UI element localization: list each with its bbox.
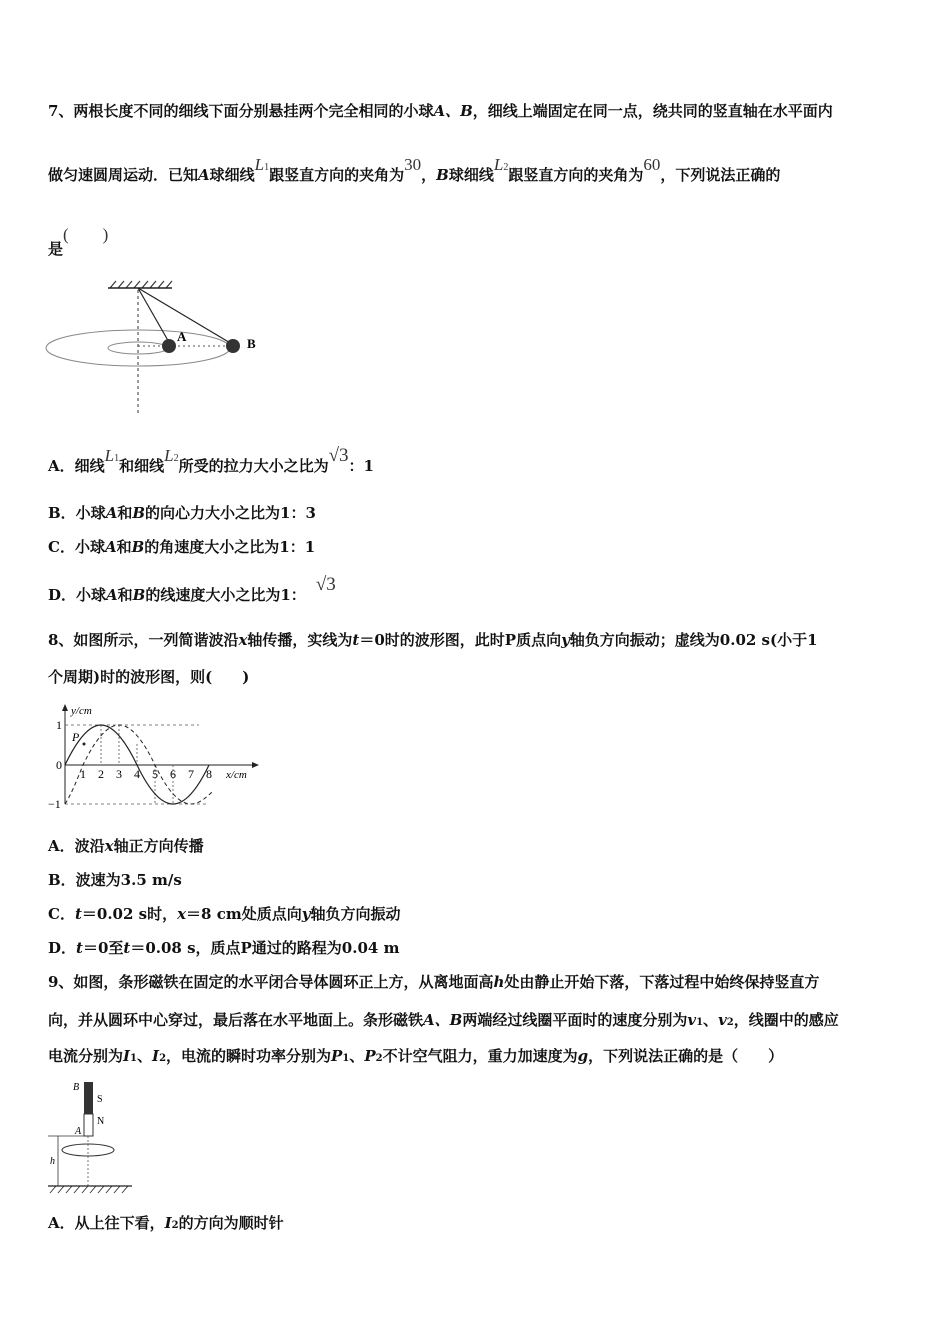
q7-option-a: A．细线L1和细线L2所受的拉力大小之比为√3：1 [48, 445, 374, 475]
q9-fig-label-b: B [73, 1082, 80, 1093]
q7-fig-label-b: B [247, 336, 256, 351]
q9-line2: 向，并从圆环中心穿过，最后落在水平地面上。条形磁铁A、B两端经过线圈平面时的速度分别为v1、v2，线圈中的感应 [48, 1011, 839, 1029]
q9-fig-label-n: N [97, 1116, 105, 1127]
q7-option-b: B．小球A和B的向心力大小之比为1：3 [48, 504, 316, 522]
q9-magnet-figure [44, 1078, 144, 1198]
q9-fig-label-s: S [97, 1094, 103, 1105]
q8-xtick: 1 [80, 767, 86, 781]
q9-option-a: A．从上往下看，I2的方向为顺时针 [48, 1214, 284, 1232]
q7-fig-label-a: A [177, 329, 187, 344]
q7-pendulum-figure [40, 278, 280, 418]
q9-fig-label-a: A [75, 1126, 82, 1137]
q8-line2: 个周期)时的波形图，则( ) [48, 668, 250, 686]
q8-ytick-1: 1 [56, 718, 62, 732]
q8-xtick: 7 [188, 767, 194, 781]
q7-line1: 7、两根长度不同的细线下面分别悬挂两个完全相同的小球A、B，细线上端固定在同一点，绕共同的竖直轴在水平面内 [48, 102, 833, 120]
q8-x-axis-label: x/cm [226, 769, 247, 781]
q8-option-b: B．波速为3.5 m/s [48, 871, 182, 889]
q8-ytick-0: 0 [56, 758, 62, 772]
q8-xtick: 2 [98, 767, 104, 781]
q8-point-p-label: P [72, 730, 80, 744]
q8-y-axis-label: y/cm [71, 705, 92, 717]
q8-option-d: D．t＝0至t＝0.08 s，质点P通过的路程为0.04 m [48, 939, 400, 957]
q7-line3: 是( ) [48, 225, 109, 258]
q8-xtick: 6 [170, 767, 176, 781]
q8-xtick: 4 [134, 767, 140, 781]
q9-fig-label-h: h [50, 1156, 55, 1167]
q7-line2: 做匀速圆周运动．已知A球细线L1跟竖直方向的夹角为30，B球细线L2跟竖直方向的夹角为60，下列说法正确的 [48, 155, 781, 184]
q8-xtick: 5 [152, 767, 158, 781]
q9-line3: 电流分别为I1、I2，电流的瞬时功率分别为P1、P2不计空气阻力，重力加速度为g，下列说法正确的是（ ） [48, 1047, 784, 1065]
q8-option-c: C．t＝0.02 s时，x＝8 cm处质点向y轴负方向振动 [48, 905, 401, 923]
q9-line1: 9、如图，条形磁铁在固定的水平闭合导体圆环正上方，从离地面高h处由静止开始下落，下落过程中始终保持竖直方 [48, 973, 820, 991]
q7-option-c: C．小球A和B的角速度大小之比为1：1 [48, 538, 316, 556]
q8-wave-figure [44, 700, 264, 815]
q7-option-d: D．小球A和B的线速度大小之比为1： √3 [48, 574, 336, 604]
q8-xtick: 8 [206, 767, 212, 781]
q8-option-a: A．波沿x轴正方向传播 [48, 837, 204, 855]
q8-ytick-neg1: −1 [48, 797, 61, 811]
q8-xtick: 3 [116, 767, 122, 781]
q8-line1: 8、如图所示，一列简谐波沿x轴传播，实线为t＝0时的波形图，此时P质点向y轴负方向振动；虚线为0.02 s(小于1 [48, 631, 818, 649]
